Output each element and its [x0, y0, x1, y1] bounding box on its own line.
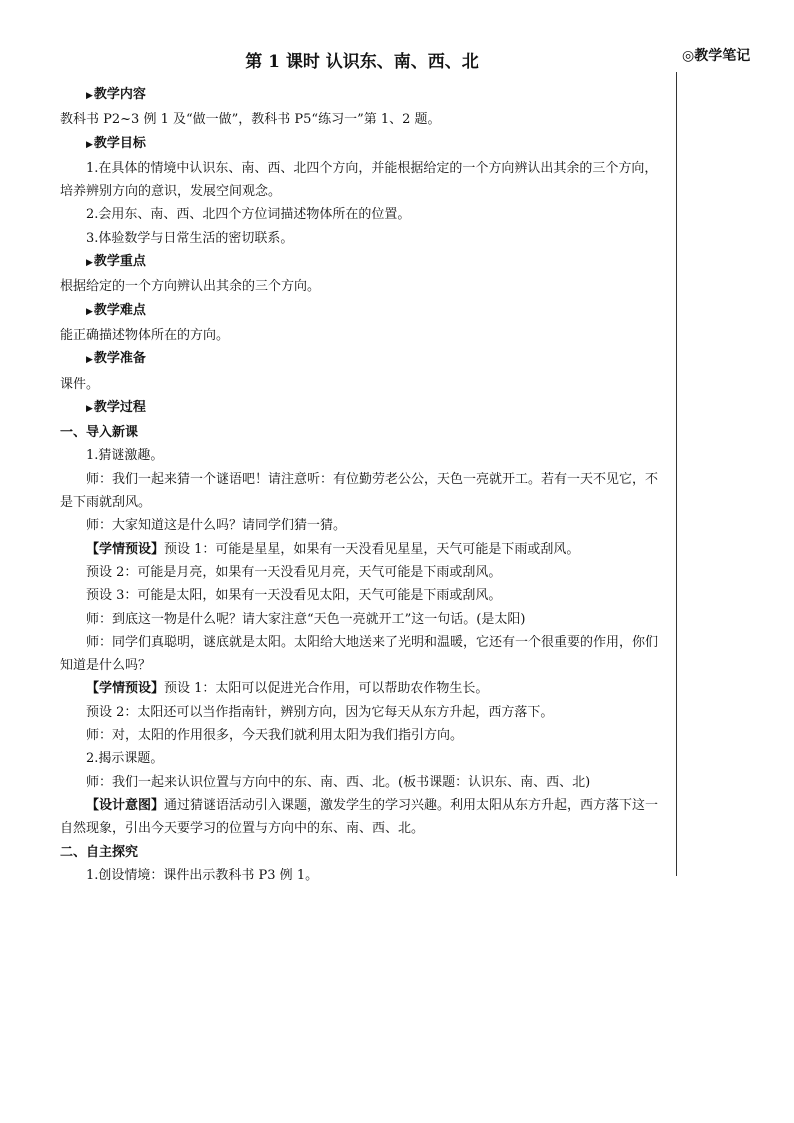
teacher-line-1: 师：我们一起来猜一个谜语吧！请注意听：有位勤劳老公公，天色一亮就开工。若有一天不见它，不是下雨就刮风。: [60, 471, 659, 511]
section-1-title: 一、导入新课: [60, 425, 139, 441]
preset-line-3: 预设 3：可能是太阳，如果有一天没看见太阳，天气可能是下雨或刮风。: [86, 588, 502, 604]
design-intent: 【设计意图】通过猜谜语活动引入课题，激发学生的学习兴趣。利用太阳从东方升起，西方落下这一自然现象，引出今天要学习的位置与方向中的东、南、西、北。: [60, 797, 659, 837]
preset-line-2: 预设 2：可能是月亮，如果有一天没看见月亮，天气可能是下雨或刮风。: [86, 564, 502, 580]
heading-process: ▶教学过程: [86, 399, 146, 415]
heading-goals: ▶教学目标: [86, 135, 146, 151]
triangle-bullet-icon: ▶: [86, 355, 93, 366]
triangle-bullet-icon: ▶: [86, 258, 93, 269]
section-2-title: 二、自主探究: [60, 844, 139, 860]
goal-1: 1.在具体的情境中认识东、南、西、北四个方向，并能根据给定的一个方向辨认出其余的三个方向，培养辨别方向的意识，发展空间观念。: [60, 160, 658, 200]
heading-preparation: ▶教学准备: [86, 351, 146, 367]
preset-line-4: 【学情预设】预设 1：太阳可以促进光合作用，可以帮助农作物生长。: [86, 681, 489, 697]
preset-line-5: 预设 2：太阳还可以当作指南针，辨别方向，因为它每天从东方升起，西方落下。: [86, 704, 554, 720]
paragraph-preparation: 课件。: [60, 376, 100, 392]
paragraph-difficulties: 能正确描述物体所在的方向。: [60, 327, 230, 343]
triangle-bullet-icon: ▶: [86, 403, 93, 414]
step-2-1: 1.创设情境：课件出示教科书 P3 例 1。: [86, 867, 319, 883]
heading-content: ▶教学内容: [86, 87, 146, 102]
step-1-2: 2.揭示课题。: [86, 751, 164, 767]
notes-divider: [676, 72, 677, 876]
teacher-line-6: 师：我们一起来认识位置与方向中的东、南、西、北。(板书课题：认识东、南、西、北): [86, 774, 591, 790]
teacher-line-2: 师：大家知道这是什么吗？请同学们猜一猜。: [86, 518, 347, 534]
preset-line-1: 【学情预设】预设 1：可能是星星，如果有一天没看见星星，天气可能是下雨或刮风。: [86, 541, 580, 557]
teacher-line-4: 师：同学们真聪明，谜底就是太阳。太阳给大地送来了光明和温暖，它还有一个很重要的作用，你们知道是什么吗？: [60, 634, 659, 674]
heading-difficulties: ▶教学难点: [86, 302, 146, 318]
paragraph-content: 教科书 P2~3 例 1 及“做一做”，教科书 P5“练习一”第 1、2 题。: [60, 112, 441, 128]
triangle-bullet-icon: ▶: [86, 306, 93, 317]
paragraph-key-points: 根据给定的一个方向辨认出其余的三个方向。: [60, 279, 321, 295]
goal-2: 2.会用东、南、西、北四个方位词描述物体所在的位置。: [86, 207, 411, 223]
teacher-line-3: 师：到底这一物是什么呢？请大家注意“天色一亮就开工”这一句话。(是太阳): [86, 611, 526, 627]
teacher-line-5: 师：对，太阳的作用很多，今天我们就利用太阳为我们指引方向。: [86, 728, 464, 744]
page-title: 第 1 课时 认识东、南、西、北: [245, 52, 479, 72]
heading-key-points: ▶教学重点: [86, 254, 146, 270]
triangle-bullet-icon: ▶: [86, 91, 93, 101]
step-1-1: 1.猜谜激趣。: [86, 448, 164, 464]
lesson-body: [60, 83, 670, 887]
triangle-bullet-icon: ▶: [86, 139, 93, 150]
goal-3: 3.体验数学与日常生活的密切联系。: [86, 230, 294, 246]
teaching-notes-label: ◎教学笔记: [682, 48, 751, 64]
